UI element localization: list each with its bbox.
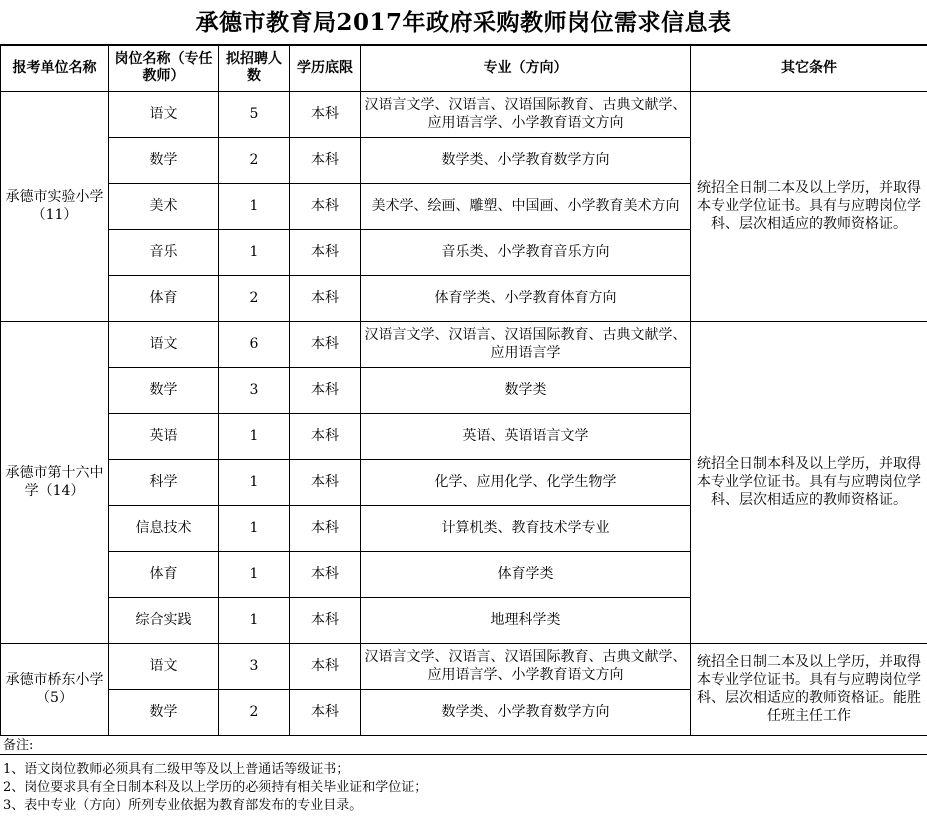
unit-name: 承德市实验小学（11）	[1, 91, 109, 321]
page-title: 承德市教育局2017年政府采购教师岗位需求信息表	[195, 9, 732, 36]
education-cell: 本科	[290, 643, 361, 689]
count-cell: 2	[219, 689, 290, 735]
education-cell: 本科	[290, 505, 361, 551]
count-cell: 1	[219, 597, 290, 643]
count-cell: 1	[219, 551, 290, 597]
position-cell: 英语	[109, 413, 219, 459]
header-unit: 报考单位名称	[1, 45, 109, 91]
major-cell: 英语、英语语言文学	[361, 413, 691, 459]
major-cell: 数学类、小学教育数学方向	[361, 689, 691, 735]
position-cell: 音乐	[109, 229, 219, 275]
position-cell: 语文	[109, 643, 219, 689]
count-cell: 1	[219, 183, 290, 229]
education-cell: 本科	[290, 413, 361, 459]
position-cell: 数学	[109, 367, 219, 413]
count-cell: 1	[219, 505, 290, 551]
position-cell: 信息技术	[109, 505, 219, 551]
note-item: 1、语文岗位教师必须具有二级甲等及以上普通话等级证书；	[3, 762, 350, 777]
major-cell: 体育学类	[361, 551, 691, 597]
position-cell: 美术	[109, 183, 219, 229]
major-cell: 汉语言文学、汉语言、汉语国际教育、古典文献学、应用语言学、小学教育语文方向	[361, 91, 691, 137]
unit-name: 承德市第十六中学（14）	[1, 321, 109, 643]
education-cell: 本科	[290, 321, 361, 367]
major-cell: 汉语言文学、汉语言、汉语国际教育、古典文献学、应用语言学、小学教育语文方向	[361, 643, 691, 689]
major-cell: 计算机类、教育技术学专业	[361, 505, 691, 551]
position-cell: 语文	[109, 91, 219, 137]
condition-cell: 统招全日制本科及以上学历，并取得本专业学位证书。具有与应聘岗位学科、层次相适应的教师资格证。	[691, 321, 927, 643]
major-cell: 化学、应用化学、化学生物学	[361, 459, 691, 505]
header-education: 学历底限	[290, 45, 361, 91]
position-cell: 综合实践	[109, 597, 219, 643]
header-count: 拟招聘人数	[219, 45, 290, 91]
major-cell: 美术学、绘画、雕塑、中国画、小学教育美术方向	[361, 183, 691, 229]
count-cell: 1	[219, 459, 290, 505]
notes-label: 备注:	[0, 737, 927, 755]
education-cell: 本科	[290, 367, 361, 413]
count-cell: 1	[219, 413, 290, 459]
note-item: 3、表中专业（方向）所列专业依据为教育部发布的专业目录。	[3, 798, 363, 813]
recruitment-table	[0, 44, 927, 736]
major-cell: 数学类、小学教育数学方向	[361, 137, 691, 183]
header-other: 其它条件	[691, 45, 927, 91]
education-cell: 本科	[290, 91, 361, 137]
notes-section	[0, 737, 927, 815]
condition-cell: 统招全日制二本及以上学历，并取得本专业学位证书。具有与应聘岗位学科、层次相适应的教师资格证。能胜任班主任工作	[691, 643, 927, 735]
position-cell: 体育	[109, 275, 219, 321]
position-cell: 语文	[109, 321, 219, 367]
position-cell: 体育	[109, 551, 219, 597]
count-cell: 6	[219, 321, 290, 367]
count-cell: 3	[219, 367, 290, 413]
table-row	[1, 91, 927, 137]
header-major: 专业（方向）	[361, 45, 691, 91]
count-cell: 1	[219, 229, 290, 275]
table-row	[1, 643, 927, 689]
header-position: 岗位名称（专任教师）	[109, 45, 219, 91]
count-cell: 2	[219, 137, 290, 183]
count-cell: 3	[219, 643, 290, 689]
count-cell: 2	[219, 275, 290, 321]
note-item: 2、岗位要求具有全日制本科及以上学历的必须持有相关毕业证和学位证；	[3, 780, 428, 795]
position-cell: 科学	[109, 459, 219, 505]
table-header-row	[1, 45, 927, 91]
position-cell: 数学	[109, 137, 219, 183]
table-row	[1, 321, 927, 367]
education-cell: 本科	[290, 137, 361, 183]
education-cell: 本科	[290, 551, 361, 597]
count-cell: 5	[219, 91, 290, 137]
unit-name: 承德市桥东小学（5）	[1, 643, 109, 735]
education-cell: 本科	[290, 183, 361, 229]
education-cell: 本科	[290, 229, 361, 275]
major-cell: 地理科学类	[361, 597, 691, 643]
education-cell: 本科	[290, 275, 361, 321]
major-cell: 音乐类、小学教育音乐方向	[361, 229, 691, 275]
major-cell: 体育学类、小学教育体育方向	[361, 275, 691, 321]
major-cell: 数学类	[361, 367, 691, 413]
education-cell: 本科	[290, 459, 361, 505]
condition-cell: 统招全日制二本及以上学历，并取得本专业学位证书。具有与应聘岗位学科、层次相适应的教师资格证。	[691, 91, 927, 321]
major-cell: 汉语言文学、汉语言、汉语国际教育、古典文献学、应用语言学	[361, 321, 691, 367]
position-cell: 数学	[109, 689, 219, 735]
education-cell: 本科	[290, 597, 361, 643]
education-cell: 本科	[290, 689, 361, 735]
